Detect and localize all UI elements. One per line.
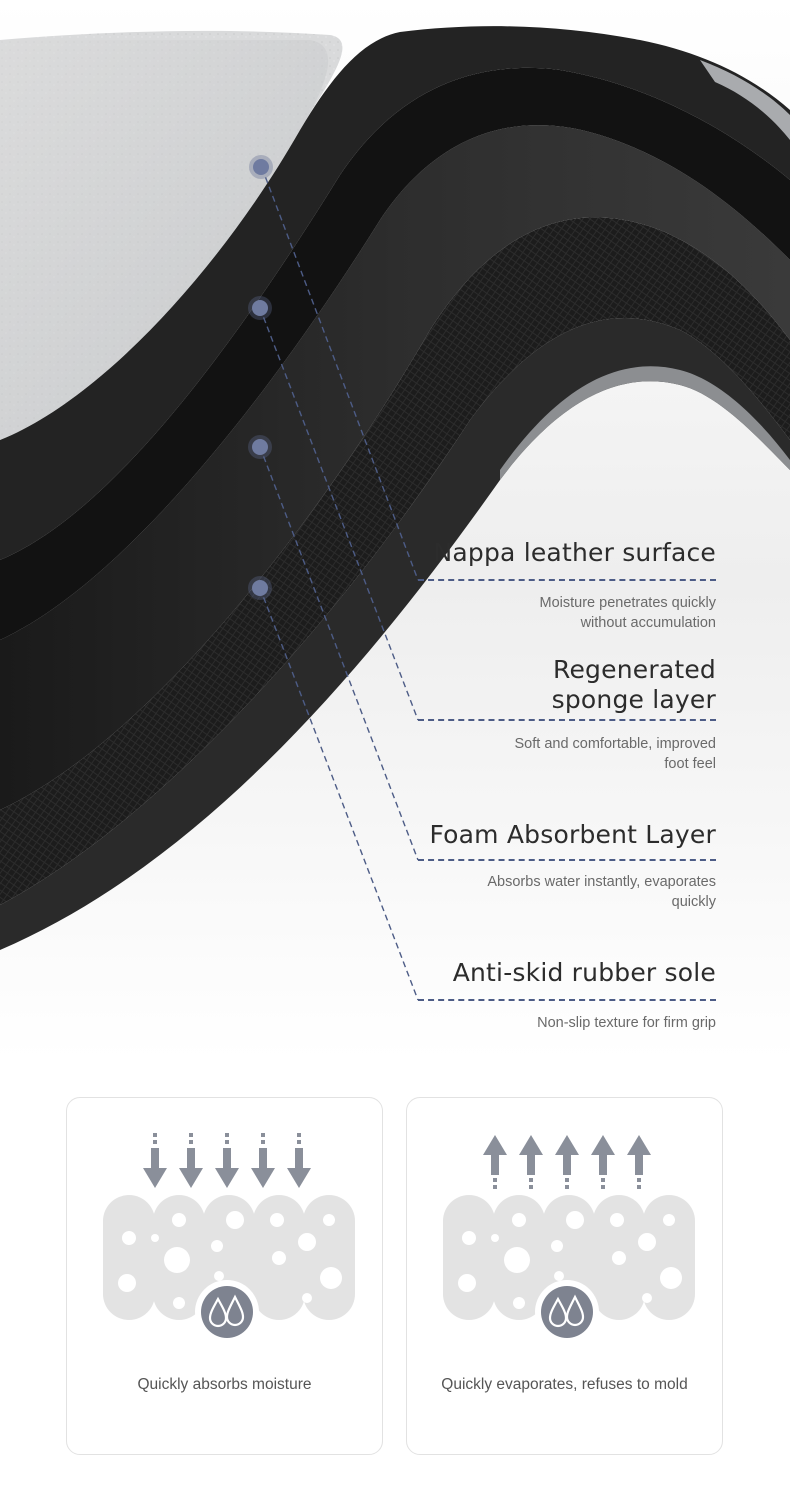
absorb-caption: Quickly absorbs moisture — [137, 1376, 312, 1393]
layer-title-foam: Foam Absorbent Layer — [429, 820, 716, 849]
title-underline — [418, 999, 716, 1001]
layer-title-nappa: Nappa leather surface — [433, 538, 716, 567]
water-drops-icon — [535, 1280, 599, 1344]
layer-description-foam: Absorbs water instantly, evaporates quickly — [487, 874, 716, 910]
layer-description-sponge: Soft and comfortable, improved foot feel — [514, 736, 716, 772]
evaporate-caption: Quickly evaporates, refuses to mold — [441, 1376, 688, 1393]
absorb-feature-card — [66, 1097, 383, 1455]
title-underline — [418, 859, 716, 861]
title-underline — [418, 719, 716, 721]
layer-title-sole: Anti-skid rubber sole — [452, 958, 716, 987]
title-underline — [418, 579, 716, 581]
evaporate-feature-card — [406, 1097, 723, 1455]
layer-description-nappa: Moisture penetrates quickly without accumulation — [539, 595, 716, 631]
up-arrows-icon — [483, 1135, 651, 1189]
down-arrows-icon — [143, 1133, 311, 1188]
layer-title-sponge: Regenerated sponge layer — [551, 655, 716, 714]
layer-description-sole: Non-slip texture for firm grip — [537, 1015, 716, 1031]
water-drops-icon — [195, 1280, 259, 1344]
